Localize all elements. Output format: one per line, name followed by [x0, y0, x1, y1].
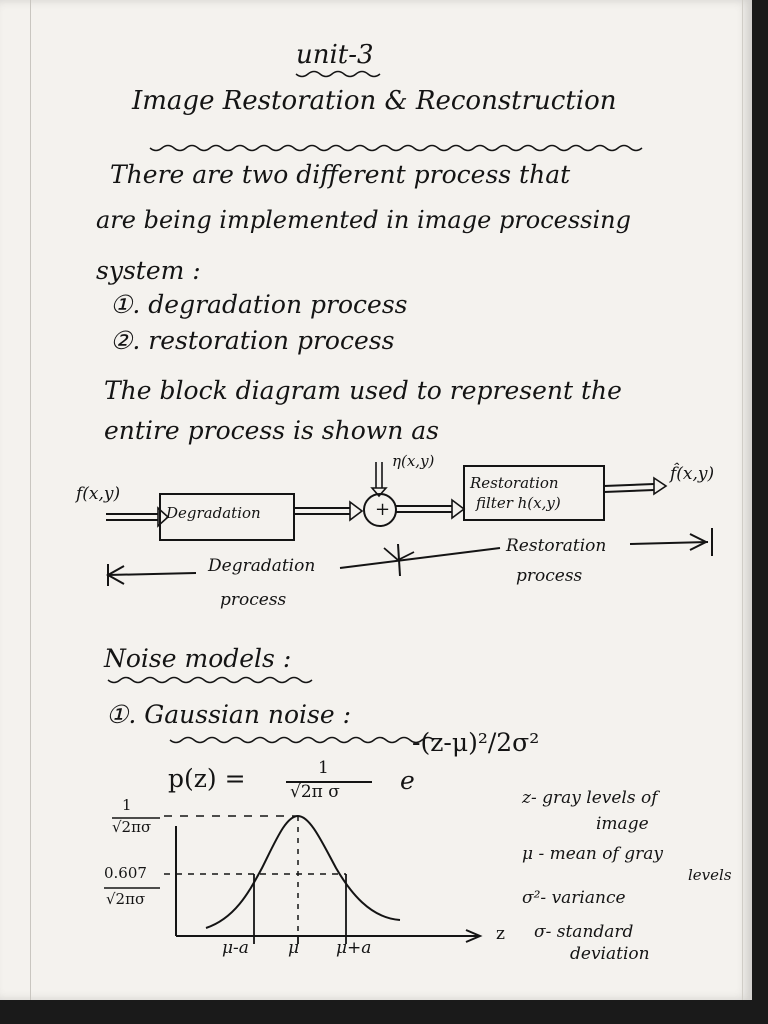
- list-item-restoration: ②. restoration process: [110, 326, 395, 355]
- restoration-process-label-2: process: [516, 566, 583, 586]
- input-label: f(x,y): [76, 484, 121, 504]
- gaussian-noise-heading: ①. Gaussian noise :: [106, 700, 352, 729]
- intro-line-4: The block diagram used to represent the: [104, 376, 622, 405]
- legend-sigma-line-2: deviation: [570, 944, 650, 964]
- list-item-degradation: ①. degradation process: [110, 290, 408, 319]
- formula-denominator: √2π σ: [290, 782, 340, 802]
- restoration-process-label-1: Restoration: [506, 536, 607, 556]
- x-tick-mu-minus-a: μ-a: [222, 938, 249, 958]
- intro-line-2: are being implemented in image processing: [96, 206, 631, 234]
- legend-mu-line-1: μ - mean of gray: [522, 844, 663, 864]
- formula-exponent: -(z-μ)²/2σ²: [412, 728, 540, 757]
- degradation-process-label-1: Degradation: [208, 556, 316, 576]
- legend-sigma-squared: σ²- variance: [522, 888, 626, 908]
- intro-line-1: There are two different process that: [110, 160, 571, 189]
- noise-label: η(x,y): [392, 452, 435, 470]
- x-axis-label: z: [496, 924, 505, 944]
- bottom-edge-shadow: [0, 1000, 768, 1024]
- formula-numerator: 1: [318, 758, 329, 778]
- restoration-block-label-2: filter h(x,y): [476, 494, 561, 512]
- formula-lhs: p(z) =: [168, 764, 246, 793]
- y-label-top-denominator: √2πσ: [112, 818, 152, 836]
- degradation-block-label: Degradation: [166, 504, 261, 522]
- output-label: f̂(x,y): [670, 464, 715, 484]
- adder-label: +: [375, 499, 391, 520]
- formula-e: e: [400, 766, 415, 795]
- y-label-mid-denominator: √2πσ: [106, 890, 146, 908]
- x-tick-mu: μ: [288, 938, 300, 958]
- legend-z-line-2: image: [596, 814, 649, 834]
- y-label-mid-numerator: 0.607: [104, 864, 147, 882]
- legend-z-line-1: z- gray levels of: [522, 788, 658, 808]
- intro-line-3: system :: [96, 256, 201, 285]
- right-edge-shadow: [752, 0, 768, 1024]
- legend-mu-line-2: levels: [688, 866, 732, 884]
- y-label-top-numerator: 1: [122, 796, 132, 814]
- legend-sigma-line-1: σ- standard: [534, 922, 634, 942]
- x-tick-mu-plus-a: μ+a: [336, 938, 372, 958]
- page-title: Image Restoration & Reconstruction: [132, 86, 617, 116]
- restoration-block-label-1: Restoration: [470, 474, 559, 492]
- unit-heading: unit-3: [296, 40, 374, 70]
- noise-models-heading: Noise models :: [104, 644, 292, 673]
- degradation-process-label-2: process: [220, 590, 287, 610]
- intro-line-5: entire process is shown as: [104, 416, 439, 445]
